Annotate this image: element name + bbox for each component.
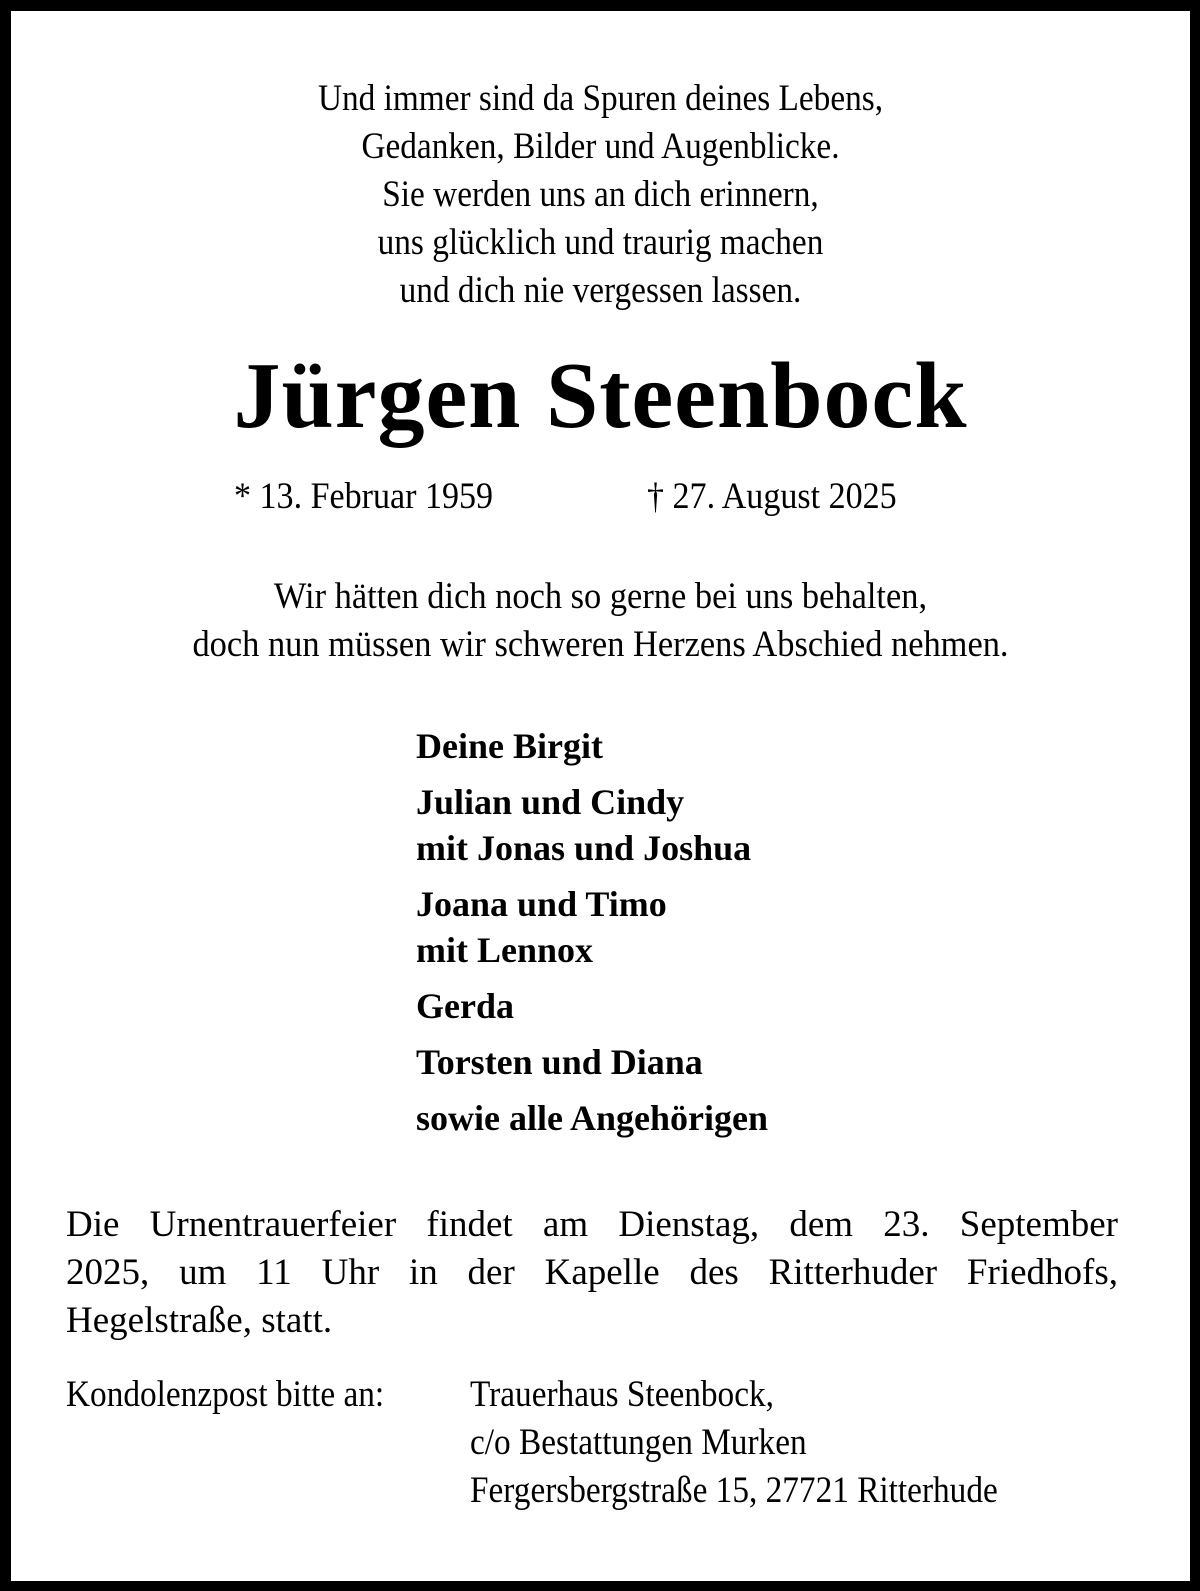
address-line: Trauerhaus Steenbock, [470,1374,774,1415]
poem-line: und dich nie vergessen lassen. [399,270,802,311]
condolence-label: Kondolenzpost bitte an: [66,1374,385,1415]
farewell-line: Wir hätten dich noch so gerne bei uns behalten, [273,576,928,617]
mourner: Joana und Timo [416,884,667,924]
mourner: Deine Birgit [416,726,603,766]
mourner: Gerda [416,986,514,1026]
mourner-group [416,1095,768,1141]
farewell-text [52,573,1148,669]
address-line: Fergersbergstraße 15, 27721 Ritterhude [470,1470,998,1511]
mourner: sowie alle Angehörigen [416,1098,768,1138]
ceremony-line: Hegelstraße, statt. [66,1300,333,1341]
mourners-list [416,723,768,1151]
obituary-page [11,11,1190,1581]
mourner-group [416,881,768,973]
poem-line: Sie werden uns an dich erinnern, [382,174,819,215]
ceremony-info [66,1201,1118,1345]
address-line: c/o Bestattungen Murken [470,1422,807,1463]
mourner-group [416,723,768,769]
condolence-address [470,1371,998,1515]
mourner-group [416,983,768,1029]
farewell-line: doch nun müssen wir schweren Herzens Abschied nehmen. [192,624,1009,665]
poem-line: Und immer sind da Spuren deines Lebens, [317,78,884,119]
mourner-group [416,1039,768,1085]
death-date: † 27. August 2025 [647,476,897,517]
poem [70,75,1131,315]
mourner-group [416,779,768,871]
deceased-name: Jürgen Steenbock [233,344,968,448]
birth-date: * 13. Februar 1959 [234,476,494,517]
ceremony-line: 2025, um 11 Uhr in der Kapelle des Ritterhuder Friedhofs, [66,1252,1118,1293]
ceremony-line: Die Urnentrauerfeier findet am Dienstag, dem 23. September [66,1204,1118,1245]
mourner: mit Jonas und Joshua [416,828,752,868]
mourner: Torsten und Diana [416,1042,703,1082]
poem-line: Gedanken, Bilder und Augenblicke. [361,126,840,167]
mourner: Julian und Cindy [416,782,685,822]
poem-line: uns glücklich und traurig machen [377,222,824,263]
mourner: mit Lennox [416,930,594,970]
